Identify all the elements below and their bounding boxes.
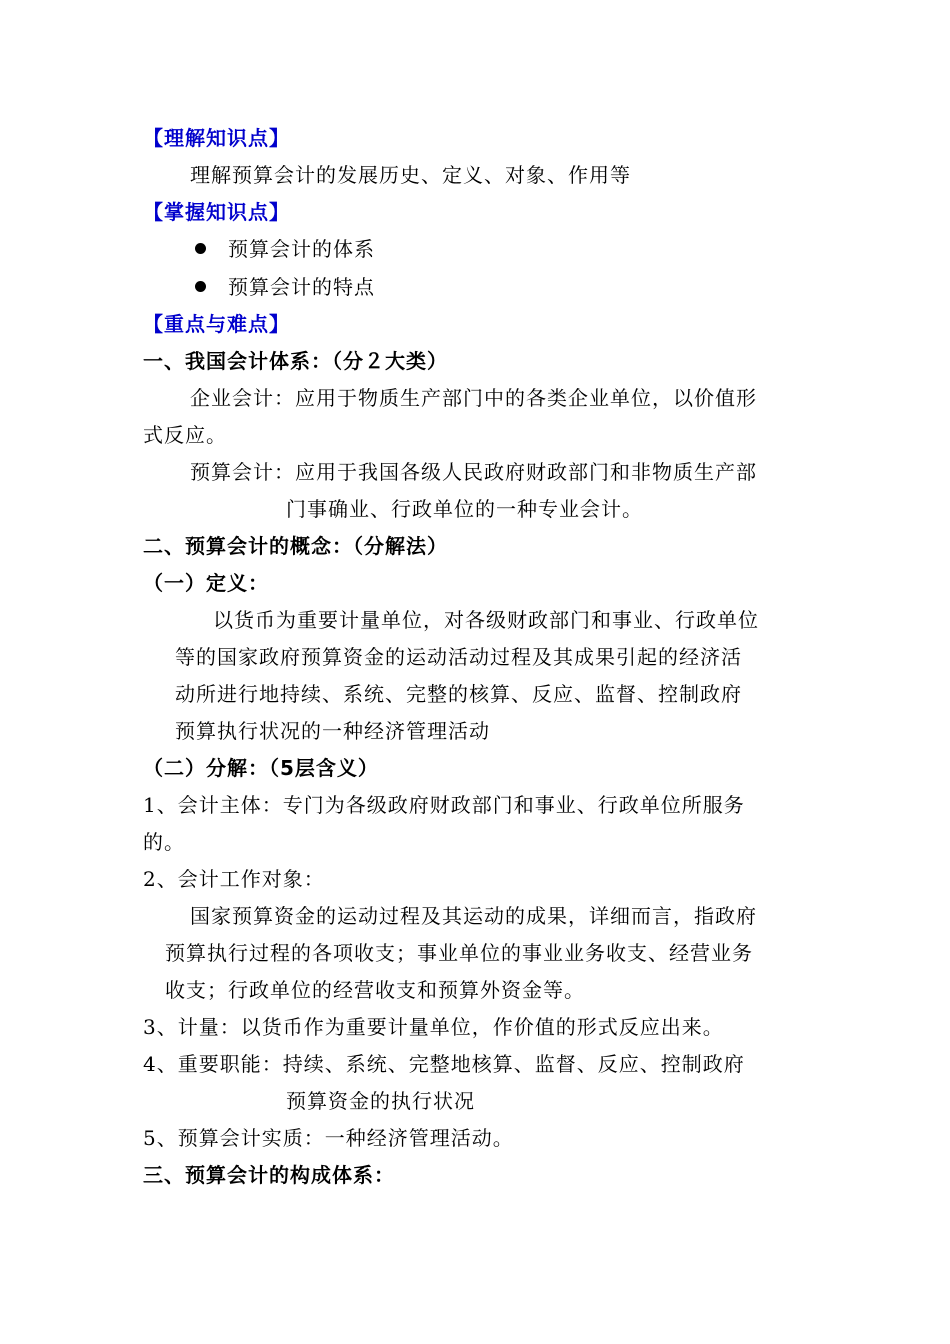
part3-title: 三、预算会计的构成体系： [143,1163,395,1187]
understand-text: 理解预算会计的发展历史、定义、对象、作用等 [190,163,631,187]
definition-line: 以货币为重要计量单位，对各级财政部门和事业、行政单位 [213,608,759,632]
master-heading: 【掌握知识点】 [143,200,290,224]
definition-line: 动所进行地持续、系统、完整的核算、反应、监督、控制政府 [175,682,742,706]
bullet-icon [195,281,206,292]
definition-heading: （一）定义： [143,571,269,595]
item5-line: 5、预算会计实质：一种经济管理活动。 [143,1126,514,1150]
part1-title: 一、我国会计体系：（分２大类） [143,349,448,373]
item1-line1: 1、会计主体：专门为各级政府财政部门和事业、行政单位所服务 [143,793,745,817]
master-item: 预算会计的特点 [228,275,375,299]
item2-heading: 2、会计工作对象： [143,867,325,891]
item4-line2: 预算资金的执行状况 [286,1089,475,1113]
understand-heading: 【理解知识点】 [143,126,290,150]
item2-line: 收支；行政单位的经营收支和预算外资金等。 [165,978,585,1002]
item2-line: 国家预算资金的运动过程及其运动的成果，详细而言，指政府 [190,904,757,928]
definition-line: 预算执行状况的一种经济管理活动 [175,719,490,743]
definition-line: 等的国家政府预算资金的运动活动过程及其成果引起的经济活 [175,645,742,669]
item1-line2: 的。 [143,830,185,854]
item4-line1: 4、重要职能：持续、系统、完整地核算、监督、反应、控制政府 [143,1052,745,1076]
key-heading: 【重点与难点】 [143,312,290,336]
bullet-icon [195,243,206,254]
split-heading: （二）分解：（5层含义） [143,756,379,780]
part2-title: 二、预算会计的概念：（分解法） [143,534,448,558]
item2-line: 预算执行过程的各项收支；事业单位的事业业务收支、经营业务 [165,941,753,965]
budget-text-2: 门事确业、行政单位的一种专业会计。 [286,497,643,521]
enterprise-text-2: 式反应。 [143,423,227,447]
master-item: 预算会计的体系 [228,237,375,261]
enterprise-text-1: 企业会计：应用于物质生产部门中的各类企业单位，以价值形 [190,386,757,410]
item3-line: 3、计量：以货币作为重要计量单位，作价值的形式反应出来。 [143,1015,724,1039]
budget-text-1: 预算会计：应用于我国各级人民政府财政部门和非物质生产部 [190,460,757,484]
